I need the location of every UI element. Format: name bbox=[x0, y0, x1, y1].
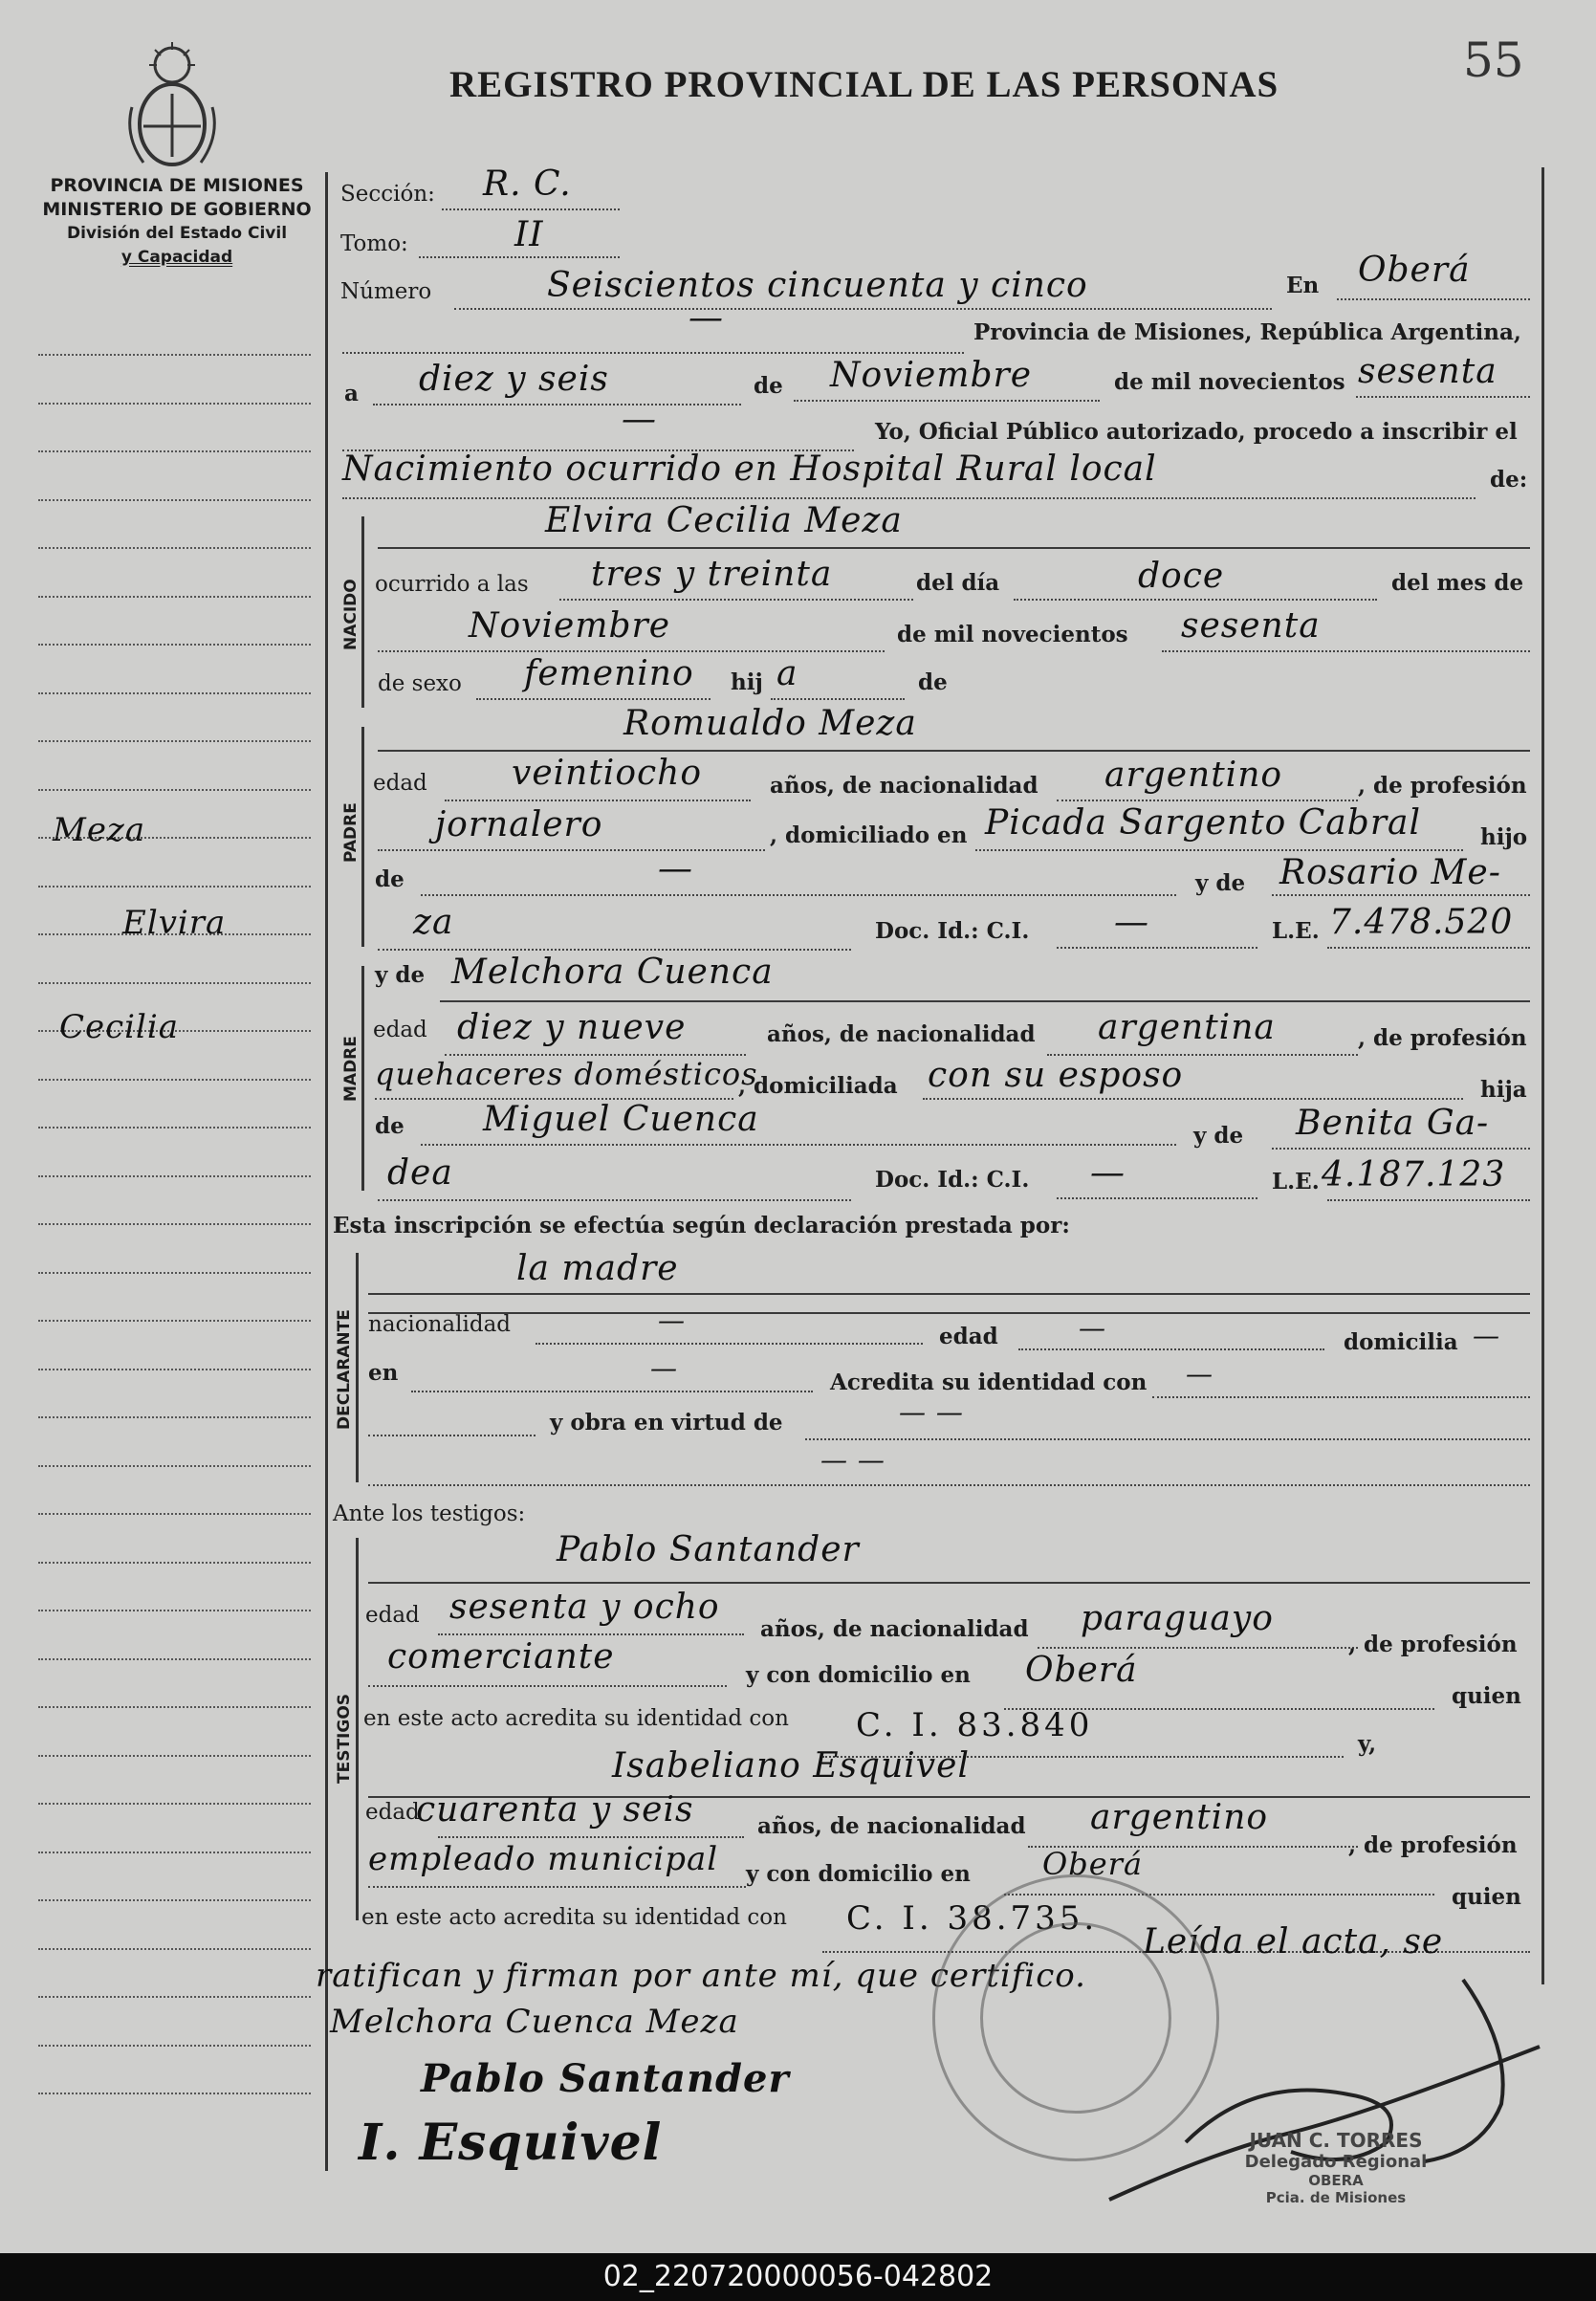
testigo2-prof-line bbox=[368, 1886, 746, 1888]
hora-value: tres y treinta bbox=[591, 555, 833, 594]
margin-ruling-line bbox=[38, 2045, 311, 2047]
nacido-side-label: NACIDO bbox=[341, 579, 361, 650]
declarante-domicilia-value: — bbox=[1473, 1320, 1500, 1351]
margin-ruling-line bbox=[38, 789, 311, 791]
anio-nacido-line bbox=[1162, 650, 1530, 652]
padre-edad-value: veintiocho bbox=[512, 754, 703, 793]
province-name: PROVINCIA DE MISIONES bbox=[50, 175, 304, 196]
numero-line bbox=[454, 308, 1272, 310]
padre-profesion-value: jornalero bbox=[435, 805, 603, 844]
padre-cont-line bbox=[378, 949, 851, 951]
ocurrido-label: ocurrido a las bbox=[375, 572, 529, 597]
declarante-extra-value: — — bbox=[820, 1444, 885, 1476]
padre-domicilio-value: Picada Sargento Cabral bbox=[985, 803, 1422, 843]
dia-line bbox=[373, 404, 741, 405]
testigo1-profesion-label: , de profesión bbox=[1348, 1632, 1518, 1657]
margin-ruling-line bbox=[38, 403, 311, 405]
declarante-side-label: DECLARANTE bbox=[335, 1309, 354, 1430]
padre-doc-line bbox=[1057, 947, 1257, 949]
testigo1-anios-label: años, de nacionalidad bbox=[760, 1616, 1029, 1642]
padre-name-line bbox=[378, 750, 1530, 752]
margin-ruling-line bbox=[38, 1175, 311, 1177]
tomo-value: II bbox=[514, 215, 544, 254]
testigo2-quien-label: quien bbox=[1452, 1884, 1521, 1910]
official-city: OBERA bbox=[1308, 2172, 1364, 2189]
testigo1-edad-value: sesenta y ocho bbox=[449, 1588, 720, 1627]
seccion-line bbox=[442, 208, 620, 210]
margin-ruling-line bbox=[38, 1416, 311, 1418]
closing-line-1: Leída el acta, se bbox=[1143, 1922, 1444, 1961]
signature-santander: Pablo Santander bbox=[421, 2056, 790, 2101]
del-dia-label: del día bbox=[916, 570, 1000, 596]
madre-y-de-label: y de bbox=[375, 962, 426, 988]
margin-ruling-line bbox=[38, 982, 311, 984]
testigo2-nacionalidad-value: argentino bbox=[1090, 1798, 1269, 1837]
en-value: Oberá bbox=[1358, 251, 1471, 290]
padre-doc-label: Doc. Id.: C.I. bbox=[875, 918, 1030, 944]
margin-ruling-line bbox=[38, 886, 311, 888]
margin-second-name: Cecilia bbox=[59, 1008, 180, 1046]
margin-ruling-line bbox=[38, 1948, 311, 1950]
madre-le-value: 4.187.123 bbox=[1322, 1155, 1506, 1194]
margin-ruling-line bbox=[38, 1803, 311, 1805]
padre-name: Romualdo Meza bbox=[623, 704, 917, 743]
testigo2-profesion-label: , de profesión bbox=[1348, 1832, 1518, 1858]
testigo1-edad-label: edad bbox=[365, 1603, 420, 1628]
testigo1-quien-label: quien bbox=[1452, 1683, 1521, 1709]
testigo1-acredita-label: en este acto acredita su identidad con bbox=[363, 1706, 789, 1731]
testigo2-edad-value: cuarenta y seis bbox=[416, 1790, 694, 1830]
sexo-value: femenino bbox=[524, 654, 694, 693]
margin-ruling-line bbox=[38, 1996, 311, 1998]
madre-madre-value-cont: dea bbox=[387, 1153, 453, 1193]
margin-ruling-line bbox=[38, 1658, 311, 1660]
acto-value: Nacimiento ocurrido en Hospital Rural local bbox=[342, 449, 1157, 489]
padre-le-label: L.E. bbox=[1272, 918, 1320, 944]
left-border bbox=[325, 172, 328, 2171]
madre-doc-label: Doc. Id.: C.I. bbox=[875, 1167, 1030, 1193]
dia-nacido-value: doce bbox=[1138, 557, 1225, 596]
right-border bbox=[1541, 167, 1544, 1984]
madre-divider bbox=[361, 966, 364, 1191]
madre-cont-line bbox=[378, 1199, 851, 1201]
testigo2-acredita-label: en este acto acredita su identidad con bbox=[361, 1905, 787, 1930]
official-title: Delegado Regional bbox=[1244, 2152, 1428, 2172]
declarante-edad-value: — bbox=[1079, 1312, 1106, 1344]
madre-edad-label: edad bbox=[373, 1018, 427, 1042]
de-colon-label: de: bbox=[1490, 467, 1528, 493]
ministry-name: MINISTERIO DE GOBIERNO bbox=[42, 199, 312, 220]
testigo2-doc-value: C. I. 38.735. bbox=[846, 1899, 1099, 1938]
coat-of-arms-icon bbox=[122, 40, 222, 174]
margin-first-name: Elvira bbox=[122, 904, 227, 942]
margin-ruling-line bbox=[38, 1513, 311, 1515]
sexo-line bbox=[476, 698, 711, 700]
signature-esquivel: I. Esquivel bbox=[359, 2114, 663, 2172]
margin-ruling-line bbox=[38, 1320, 311, 1322]
hij-de-label: de bbox=[918, 669, 948, 695]
margin-ruling-line bbox=[38, 1610, 311, 1611]
padre-divider bbox=[361, 727, 364, 947]
del-mes-label: del mes de bbox=[1391, 570, 1524, 596]
testigo2-profesion-value: empleado municipal bbox=[368, 1840, 719, 1878]
de-label: de bbox=[754, 373, 783, 399]
padre-hijo-label: hijo bbox=[1480, 824, 1528, 850]
provincia-text: Provincia de Misiones, República Argentina, bbox=[973, 319, 1521, 345]
margin-surname: Meza bbox=[53, 811, 146, 849]
madre-de-label: de bbox=[375, 1113, 404, 1139]
padre-doc-value: — bbox=[1114, 903, 1149, 942]
testigo2-anios-label: años, de nacionalidad bbox=[757, 1813, 1026, 1839]
seccion-label: Sección: bbox=[340, 182, 435, 207]
mes-nacido-line bbox=[378, 650, 885, 652]
declarante-obra-line bbox=[805, 1438, 1530, 1440]
acto-line bbox=[342, 497, 1476, 499]
madre-edad-value: diez y nueve bbox=[457, 1008, 687, 1047]
document-title: REGISTRO PROVINCIAL DE LAS PERSONAS bbox=[449, 64, 1279, 105]
testigo1-name-line bbox=[368, 1582, 1530, 1584]
padre-profesion-label: , de profesión bbox=[1358, 773, 1527, 799]
testigo1-nac-line bbox=[1038, 1647, 1358, 1649]
testigo2-domicilio-label: y con domicilio en bbox=[746, 1861, 971, 1887]
testigo1-nacionalidad-value: paraguayo bbox=[1081, 1599, 1274, 1638]
tomo-line bbox=[419, 256, 620, 258]
margin-ruling-line bbox=[38, 547, 311, 549]
testigo1-edad-line bbox=[438, 1633, 744, 1635]
madre-side-label: MADRE bbox=[341, 1036, 361, 1102]
padre-de-label: de bbox=[375, 866, 404, 892]
declarante-name-line-2 bbox=[368, 1312, 1530, 1314]
madre-domiciliada-label: , domiciliada bbox=[738, 1073, 898, 1099]
anio-line bbox=[1356, 396, 1530, 398]
testigo2-name: Isabeliano Esquivel bbox=[612, 1746, 970, 1786]
testigo1-domicilio-value: Oberá bbox=[1025, 1651, 1138, 1690]
numero-value: Seiscientos cincuenta y cinco bbox=[547, 266, 1088, 305]
testigo1-profesion-value: comerciante bbox=[387, 1637, 615, 1676]
madre-profesion-value: quehaceres domésticos bbox=[375, 1056, 758, 1092]
madre-madre-line bbox=[1272, 1148, 1530, 1150]
margin-ruling-line bbox=[38, 1755, 311, 1757]
image-id-bar: 02_220720000056-042802 bbox=[0, 2253, 1596, 2301]
madre-doc-line bbox=[1057, 1197, 1257, 1199]
declarante-extra-line bbox=[368, 1484, 1530, 1486]
madre-madre-value: Benita Ga- bbox=[1296, 1104, 1490, 1143]
mil-nacido-label: de mil novecientos bbox=[897, 622, 1128, 647]
padre-edad-label: edad bbox=[373, 771, 427, 796]
testigos-divider bbox=[356, 1538, 359, 1920]
division-name-cont: y Capacidad bbox=[120, 248, 233, 267]
madre-nacionalidad-value: argentina bbox=[1098, 1008, 1276, 1047]
padre-le-line bbox=[1327, 947, 1530, 949]
division-name: División del Estado Civil bbox=[66, 224, 288, 243]
declarante-intro: Esta inscripción se efectúa según declaración prestada por: bbox=[333, 1213, 1070, 1238]
testigo2-edad-label: edad bbox=[365, 1800, 420, 1825]
madre-dom-line bbox=[923, 1098, 1463, 1100]
mes-line bbox=[794, 400, 1100, 402]
declarante-name: la madre bbox=[516, 1249, 679, 1288]
declarante-nacionalidad-value: — bbox=[658, 1304, 686, 1336]
padre-madre-value-cont: za bbox=[413, 903, 454, 942]
page-number: 55 bbox=[1463, 33, 1524, 88]
testigo2-domicilio-value: Oberá bbox=[1042, 1846, 1144, 1882]
tomo-label: Tomo: bbox=[340, 231, 408, 256]
padre-madre-value: Rosario Me- bbox=[1279, 853, 1501, 892]
declarante-obra-value: — — bbox=[899, 1396, 964, 1428]
declarante-en-label: en bbox=[368, 1360, 399, 1386]
madre-hija-label: hija bbox=[1480, 1077, 1527, 1103]
testigo1-name: Pablo Santander bbox=[557, 1530, 860, 1569]
margin-ruling-line bbox=[38, 499, 311, 501]
padre-le-value: 7.478.520 bbox=[1329, 903, 1514, 942]
closing-line-3: Melchora Cuenca Meza bbox=[330, 2003, 739, 2041]
madre-anios-label: años, de nacionalidad bbox=[767, 1021, 1036, 1047]
declarante-domicilia-label: domicilia bbox=[1344, 1329, 1458, 1355]
anio-nacido-value: sesenta bbox=[1181, 606, 1321, 646]
hij-value: a bbox=[776, 654, 798, 693]
testigos-side-label: TESTIGOS bbox=[335, 1693, 354, 1784]
padre-nac-line bbox=[1057, 800, 1358, 801]
mil-label: de mil novecientos bbox=[1114, 369, 1345, 395]
madre-name: Melchora Cuenca bbox=[451, 953, 774, 992]
testigo1-domicilio-label: y con domicilio en bbox=[746, 1662, 971, 1688]
madre-domicilio-value: con su esposo bbox=[928, 1056, 1184, 1095]
declarante-en-line bbox=[411, 1391, 813, 1392]
a-label: a bbox=[344, 381, 359, 406]
declarante-name-line bbox=[368, 1293, 1530, 1295]
margin-ruling-line bbox=[38, 2093, 311, 2094]
numero-label: Número bbox=[340, 279, 432, 304]
provincia-line bbox=[342, 352, 964, 354]
declarante-edad-label: edad bbox=[939, 1324, 998, 1349]
dash-1: — bbox=[689, 298, 724, 338]
declarante-divider bbox=[356, 1253, 359, 1482]
declarante-en-value: — bbox=[650, 1352, 678, 1384]
mes-value: Noviembre bbox=[830, 356, 1033, 395]
en-label: En bbox=[1286, 273, 1320, 298]
dash-2: — bbox=[622, 400, 657, 439]
closing-line-2: ratifican y firman por ante mí, que certifico. bbox=[316, 1957, 1086, 1995]
margin-ruling-line bbox=[38, 740, 311, 742]
sexo-label: de sexo bbox=[378, 671, 462, 696]
padre-prof-line bbox=[378, 849, 765, 851]
margin-ruling-line bbox=[38, 1706, 311, 1708]
margin-ruling-line bbox=[38, 596, 311, 598]
nacido-divider bbox=[361, 516, 364, 708]
hora-line bbox=[559, 599, 913, 601]
hij-label: hij bbox=[731, 669, 763, 695]
madre-padre-value: Miguel Cuenca bbox=[483, 1100, 759, 1139]
declarante-acredita-value: — bbox=[1186, 1358, 1213, 1390]
margin-ruling-line bbox=[38, 1899, 311, 1901]
margin-ruling-line bbox=[38, 1465, 311, 1467]
margin-ruling-line bbox=[38, 1127, 311, 1129]
official-seal-text bbox=[1207, 2129, 1465, 2206]
margin-ruling-line bbox=[38, 450, 311, 452]
padre-dom-line bbox=[975, 849, 1463, 851]
issuer-block bbox=[29, 174, 325, 270]
official-name: JUAN C. TORRES bbox=[1249, 2129, 1423, 2152]
hij-line bbox=[771, 698, 905, 700]
padre-y-de-label: y de bbox=[1195, 870, 1246, 896]
declarante-pre-obra-line bbox=[368, 1435, 536, 1436]
declarante-nacionalidad-label: nacionalidad bbox=[368, 1312, 512, 1337]
padre-anios-label: años, de nacionalidad bbox=[770, 773, 1038, 799]
madre-y-de2-label: y de bbox=[1193, 1123, 1244, 1149]
margin-ruling-line bbox=[38, 1369, 311, 1370]
madre-le-label: L.E. bbox=[1272, 1169, 1320, 1194]
declarante-obra-label: y obra en virtud de bbox=[550, 1410, 783, 1435]
testigo1-doc-value: C. I. 83.840 bbox=[856, 1706, 1094, 1744]
dia-value: diez y seis bbox=[419, 360, 609, 399]
margin-ruling-line bbox=[38, 1223, 311, 1225]
madre-profesion-label: , de profesión bbox=[1358, 1025, 1527, 1051]
padre-padre-line bbox=[421, 894, 1176, 896]
madre-doc-value: — bbox=[1090, 1153, 1126, 1193]
official-province: Pcia. de Misiones bbox=[1265, 2189, 1407, 2206]
margin-ruling-line bbox=[38, 1272, 311, 1274]
madre-name-line bbox=[440, 1000, 1530, 1002]
anio-value: sesenta bbox=[1358, 352, 1498, 391]
margin-ruling-line bbox=[38, 644, 311, 646]
mes-nacido-value: Noviembre bbox=[469, 606, 671, 646]
declarante-edad-line bbox=[1018, 1348, 1324, 1350]
testigo1-y-label: y, bbox=[1358, 1731, 1377, 1757]
padre-madre-line bbox=[1272, 894, 1530, 896]
margin-ruling-line bbox=[38, 692, 311, 694]
margin-ruling-line bbox=[38, 1852, 311, 1853]
declarante-acredita-label: Acredita su identidad con bbox=[830, 1370, 1148, 1395]
margin-ruling-line bbox=[38, 1079, 311, 1081]
nacido-name-line bbox=[378, 547, 1530, 549]
dia-nacido-line bbox=[1014, 599, 1377, 601]
padre-side-label: PADRE bbox=[341, 802, 361, 863]
testigos-intro: Ante los testigos: bbox=[333, 1501, 526, 1526]
margin-ruling-line bbox=[38, 354, 311, 356]
testigo1-prof-line bbox=[368, 1685, 727, 1687]
en-line bbox=[1337, 298, 1530, 300]
margin-ruling-line bbox=[38, 1562, 311, 1564]
padre-edad-line bbox=[445, 800, 751, 801]
madre-le-line bbox=[1327, 1199, 1530, 1201]
declarante-acr-line bbox=[1152, 1396, 1530, 1398]
padre-domiciliado-label: , domiciliado en bbox=[770, 822, 968, 848]
testigo2-edad-line bbox=[438, 1836, 744, 1838]
padre-padre-value: — bbox=[658, 849, 693, 888]
madre-padre-line bbox=[421, 1144, 1176, 1146]
oficial-text: Yo, Oficial Público autorizado, procedo a inscribir el bbox=[875, 419, 1518, 445]
nacido-name: Elvira Cecilia Meza bbox=[545, 501, 903, 540]
declarante-nac-line bbox=[536, 1343, 923, 1345]
seccion-value: R. C. bbox=[483, 164, 572, 204]
padre-nacionalidad-value: argentino bbox=[1104, 756, 1283, 795]
